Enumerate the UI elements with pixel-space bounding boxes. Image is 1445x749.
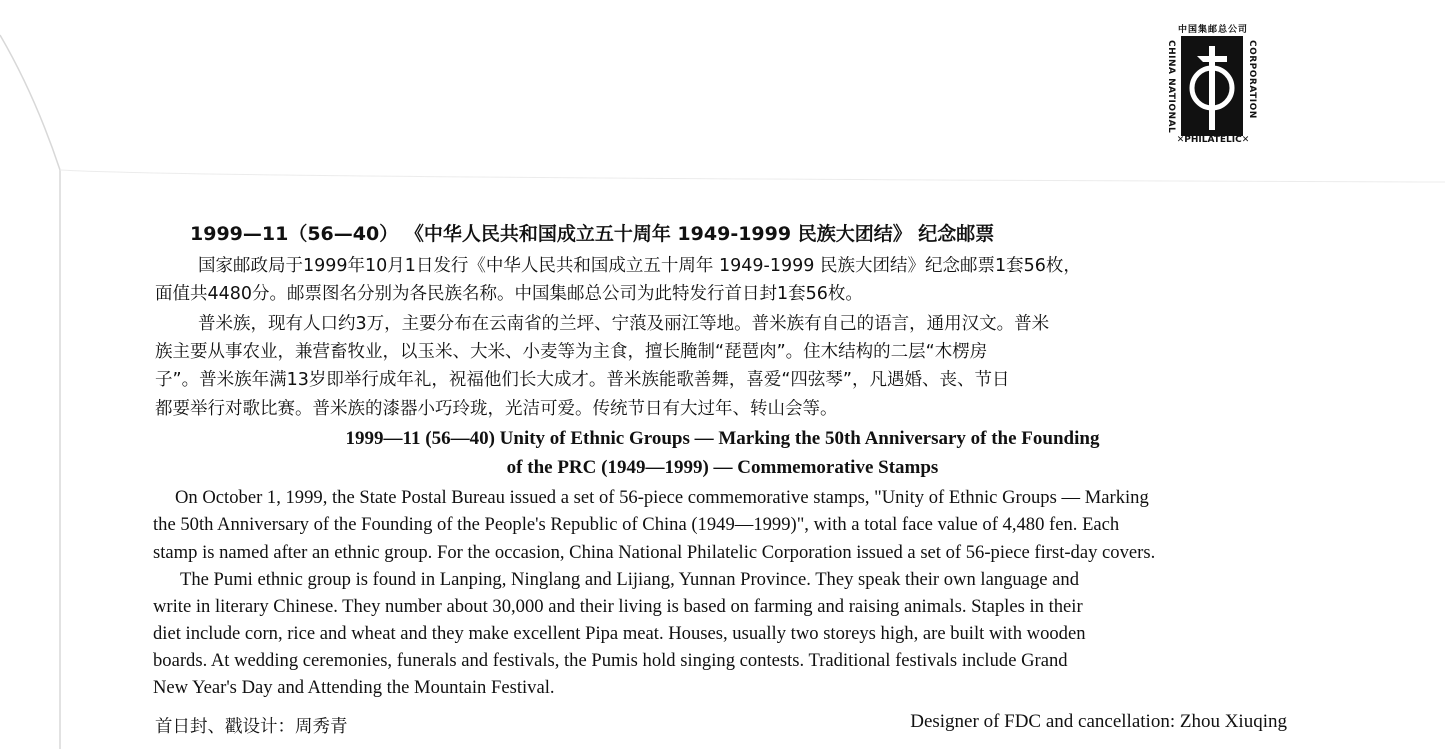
logo-left-text: CHINA NATIONAL [1166,40,1176,134]
philatelic-corporation-logo [1163,22,1263,150]
chinese-designer-credit: 首日封、戳设计：周秀青 [155,717,348,737]
chinese-para1-line: 面值共4480分。邮票图名分别为各民族名称。中国集邮总公司为此特发行首日封1套56枚。 [155,284,863,304]
logo-top-text: 中国集邮总公司 [1177,25,1248,35]
chinese-title: 1999—11（56—40） 《中华人民共和国成立五十周年 1949-1999 民族大团结》 纪念邮票 [190,223,995,245]
english-para2-line: boards. At wedding ceremonies, funerals and festivals, the Pumis hold singing contests. Traditional festivals include Grand [153,650,1068,671]
chinese-para2-line: 普米族，现有人口约3万，主要分布在云南省的兰坪、宁蒗及丽江等地。普米族有自己的语言，通用汉文。普米 [198,314,1050,334]
chinese-para2-line: 子”。普米族年满13岁即举行成年礼，祝福他们长大成才。普米族能歌善舞，喜爱“四弦琴”，凡遇婚、丧、节日 [155,370,1010,390]
english-title-line: 1999—11 (56—40) Unity of Ethnic Groups — Marking the 50th Anniversary of the Founding [345,428,1100,449]
english-para2-line: diet include corn, rice and wheat and they make excellent Pipa meat. Houses, usually two storeys high, are built with wooden [153,623,1086,644]
english-designer-credit: Designer of FDC and cancellation: Zhou Xiuqing [910,711,1287,732]
english-para2-line: New Year's Day and Attending the Mountain Festival. [153,677,555,698]
chinese-para2-line: 族主要从事农业，兼营畜牧业，以玉米、大米、小麦等为主食，擅长腌制“琵琶肉”。住木结构的二层“木楞房 [155,342,988,362]
english-para1-line: the 50th Anniversary of the Founding of the People's Republic of China (1949—1999)", with a total face value of 4,480 fen. Each [153,514,1120,535]
chinese-para2-line: 都要举行对歌比赛。普米族的漆器小巧玲珑，光洁可爱。传统节日有大过年、转山会等。 [155,399,838,419]
english-title-line: of the PRC (1949—1999) — Commemorative Stamps [506,457,939,478]
english-para2-line: write in literary Chinese. They number about 30,000 and their living is based on farming and raising animals. Staples in their [153,596,1083,617]
english-para2-line: The Pumi ethnic group is found in Lanping, Ninglang and Lijiang, Yunnan Province. They speak their own language and [180,569,1080,590]
english-para1-line: On October 1, 1999, the State Postal Bureau issued a set of 56-piece commemorative stamps, "Unity of Ethnic Groups — Marking [175,487,1149,508]
chinese-para1-line: 国家邮政局于1999年10月1日发行《中华人民共和国成立五十周年 1949-1999 民族大团结》纪念邮票1套56枚， [198,256,1081,276]
logo-emblem-icon [1181,36,1243,136]
logo-bottom-text: ✕PHILATELIC✕ [1176,135,1250,145]
english-para1-line: stamp is named after an ethnic group. For the occasion, China National Philatelic Corporation issued a set of 56-piece first-day covers. [153,542,1156,563]
logo-right-text: CORPORATION [1247,40,1257,119]
